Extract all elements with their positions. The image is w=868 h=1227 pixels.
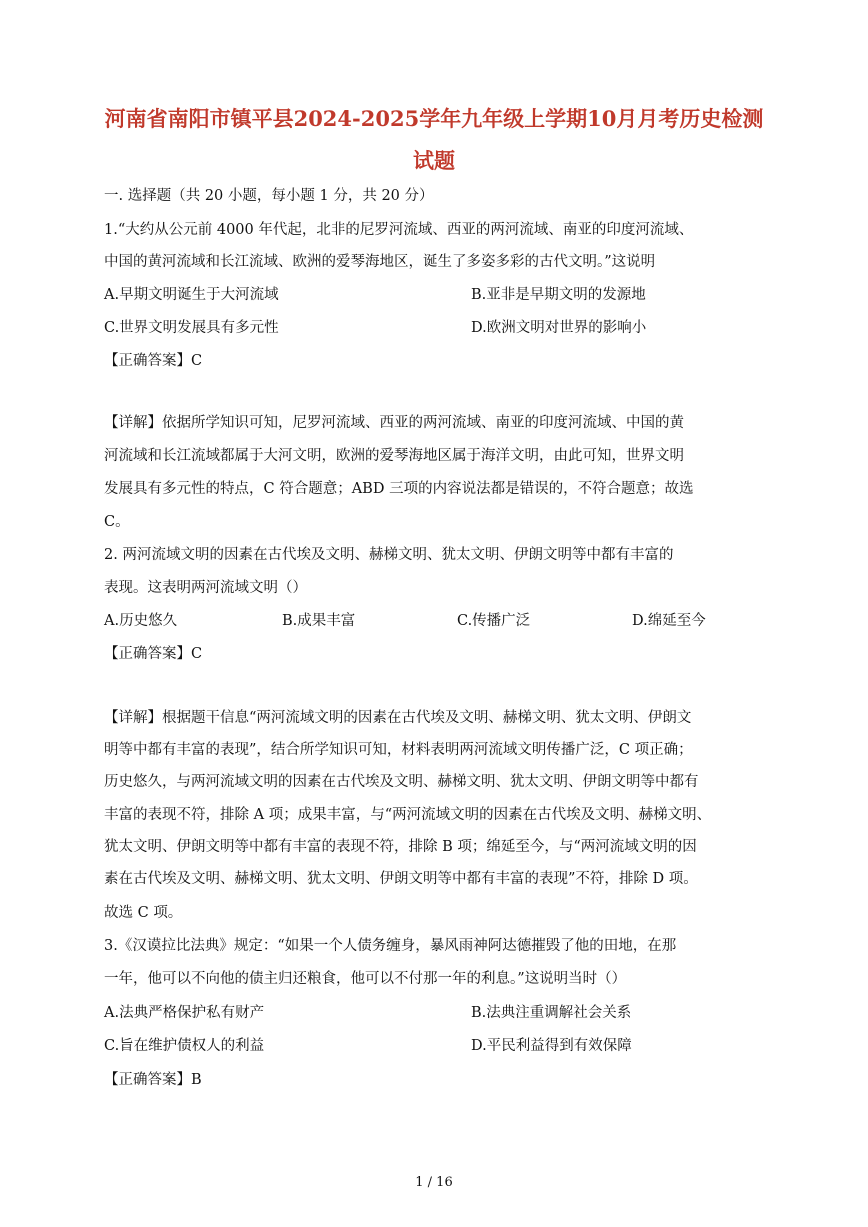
document-title-line2: 试题 (413, 148, 455, 173)
question-3-option-b: B.法典注重调解社会关系 (471, 1005, 632, 1021)
question-2-option-c: C.传播广泛 (457, 613, 531, 629)
question-2-answer: 【正确答案】C (104, 646, 203, 662)
question-2-detail-line-1: 【详解】根据题干信息“两河流域文明的因素在古代埃及文明、赫梯文明、犹太文明、伊朗文 (104, 710, 692, 726)
question-2-option-d: D.绵延至今 (632, 613, 706, 629)
question-3-stem-line-2: 一年，他可以不向他的债主归还粮食，他可以不付那一年的利息。”这说明当时（） (104, 971, 627, 987)
question-2-option-a: A.历史悠久 (104, 613, 178, 629)
question-2-detail-line-4: 丰富的表现不符，排除 A 项；成果丰富，与“两河流域文明的因素在古代埃及文明、赫梯文明、 (104, 807, 712, 823)
question-3-stem-line-1: 3.《汉谟拉比法典》规定：“如果一个人债务缠身，暴风雨神阿达德摧毁了他的田地，在那 (104, 938, 677, 954)
question-2-detail-line-7: 故选 C 项。 (104, 905, 183, 921)
question-1-stem-line-2: 中国的黄河流域和长江流域、欧洲的爱琴海地区，诞生了多姿多彩的古代文明。”这说明 (104, 254, 656, 270)
question-1-stem-line-1: 1.“大约从公元前 4000 年代起，北非的尼罗河流域、西亚的两河流域、南亚的印度河流域、 (104, 222, 694, 238)
question-1-option-d: D.欧洲文明对世界的影响小 (471, 320, 647, 336)
page-number: 1 / 16 (415, 1175, 453, 1190)
question-2-detail-line-6: 素在古代埃及文明、赫梯文明、犹太文明、伊朗文明等中都有丰富的表现”不符，排除 D 项。 (104, 871, 698, 887)
question-2-option-b: B.成果丰富 (282, 613, 356, 629)
section-heading: 一. 选择题（共 20 小题，每小题 1 分，共 20 分） (104, 188, 434, 204)
question-1-detail-line-3: 发展具有多元性的特点，C 符合题意；ABD 三项的内容说法都是错误的，不符合题意；故选 (104, 481, 694, 497)
question-3-option-c: C.旨在维护债权人的利益 (104, 1038, 265, 1054)
question-2-detail-line-2: 明等中都有丰富的表现”，结合所学知识可知，材料表明两河流域文明传播广泛，C 项正确； (104, 742, 693, 758)
question-2-detail-line-5: 犹太文明、伊朗文明等中都有丰富的表现不符，排除 B 项；绵延至今，与“两河流域文明的因 (104, 839, 697, 855)
question-1-option-b: B.亚非是早期文明的发源地 (471, 287, 646, 303)
question-1-detail-line-1: 【详解】依据所学知识可知，尼罗河流域、西亚的两河流域、南亚的印度河流域、中国的黄 (104, 415, 684, 431)
question-1-detail-line-2: 河流域和长江流域都属于大河文明，欧洲的爱琴海地区属于海洋文明，由此可知，世界文明 (104, 448, 684, 464)
document-title-line1: 河南省南阳市镇平县2024-2025学年九年级上学期10月月考历史检测 (104, 106, 764, 131)
question-1-option-c: C.世界文明发展具有多元性 (104, 320, 279, 336)
question-3-option-a: A.法典严格保护私有财产 (104, 1005, 265, 1021)
question-3-answer: 【正确答案】B (104, 1072, 202, 1088)
question-1-answer: 【正确答案】C (104, 353, 203, 369)
question-1-detail-line-4: C。 (104, 514, 130, 530)
question-3-option-d: D.平民利益得到有效保障 (471, 1038, 632, 1054)
question-2-stem-line-2: 表现。这表明两河流域文明（） (104, 580, 307, 596)
question-2-stem-line-1: 2. 两河流域文明的因素在古代埃及文明、赫梯文明、犹太文明、伊朗文明等中都有丰富的 (104, 547, 674, 563)
question-1-option-a: A.早期文明诞生于大河流域 (104, 287, 279, 303)
question-2-detail-line-3: 历史悠久，与两河流域文明的因素在古代埃及文明、赫梯文明、犹太文明、伊朗文明等中都有 (104, 774, 699, 790)
